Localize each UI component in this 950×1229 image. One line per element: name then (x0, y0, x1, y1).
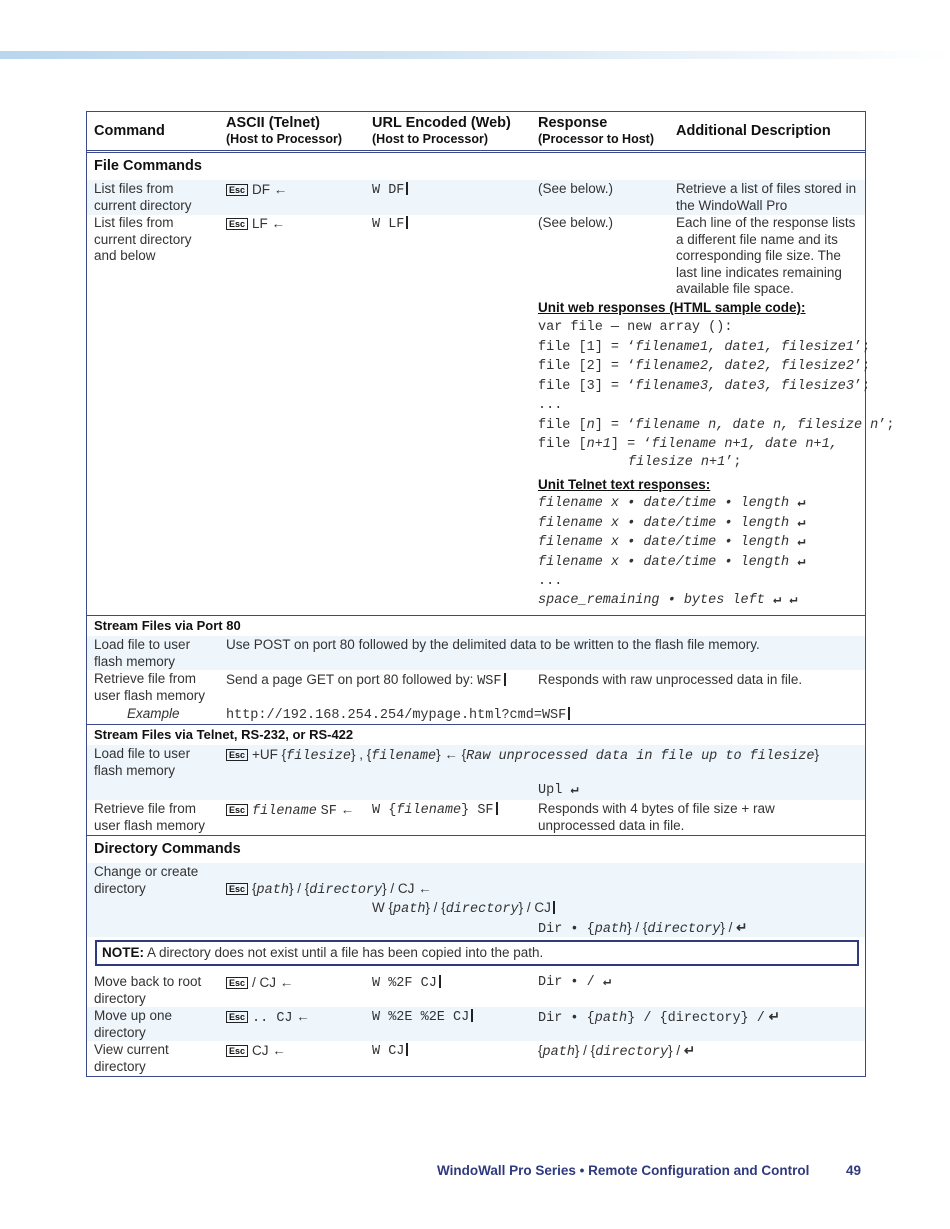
retrieve-port80-response: Responds with raw unprocessed data in file. (538, 672, 803, 687)
load-telnet-response: Upl ↵ (538, 783, 579, 798)
url-lf: W LF (372, 216, 408, 234)
esc-key-icon: Esc (226, 804, 248, 816)
retrieve-telnet-response: Responds with 4 bytes of file size + raw unprocessed data in file. (538, 801, 775, 833)
ascii-lf: Esc LF ← (226, 216, 285, 233)
url-df: W DF (372, 182, 408, 200)
cursor-icon (439, 975, 441, 988)
enter-icon: ↵ (602, 975, 611, 990)
desc-df: Retrieve a list of files stored in the WindoWall Pro (676, 181, 857, 213)
view-dir-ascii: Esc CJ ← (226, 1043, 286, 1060)
telnet-line-3: filename x • date/time • length ↵ (538, 535, 806, 550)
section-divider (87, 835, 865, 836)
footer-title: WindoWall Pro Series • Remote Configuration and Control (437, 1163, 810, 1178)
change-dir-url: W {path} / {directory} / CJ (372, 900, 555, 919)
cursor-icon (496, 802, 498, 815)
web-responses-title: Unit web responses (HTML sample code): (538, 300, 806, 315)
cmd-retrieve-port80: Retrieve file from user flash memory (94, 671, 206, 703)
up-dir-ascii: Esc .. CJ ← (226, 1009, 310, 1028)
load-telnet-ascii: Esc +UF {filesize} , {filename} ← {Raw unprocessed data in file up to filesize} (226, 747, 819, 766)
cmd-load-port80: Load file to user flash memory (94, 637, 191, 669)
change-dir-response: Dir • {path} / {directory} / ↵ (538, 920, 748, 937)
telnet-line-2: filename x • date/time • length ↵ (538, 516, 806, 531)
example-url: http://192.168.254.254/mypage.html?cmd=WSF (226, 707, 570, 725)
left-arrow-icon: ← (272, 1043, 286, 1058)
ascii-df: Esc DF ← (226, 182, 287, 199)
web-line-7: file [n+1] = ‘filename n+1, date n+1, (538, 437, 838, 452)
left-arrow-icon: ← (271, 216, 286, 231)
section-file-commands: File Commands (94, 158, 202, 174)
note-text: NOTE: A directory does not exist until a file has been copied into the path. (102, 945, 544, 960)
header-response: Response (Processor to Host) (538, 115, 654, 146)
cmd-retrieve-telnet: Retrieve file from user flash memory (94, 801, 206, 833)
cursor-icon (406, 182, 408, 195)
top-gradient-bar (0, 51, 950, 59)
web-line-2: file [1] = ‘filename1, date1, filesize1’; (538, 340, 871, 355)
telnet-line-4: filename x • date/time • length ↵ (538, 555, 806, 570)
section-stream-telnet: Stream Files via Telnet, RS-232, or RS-422 (94, 727, 354, 742)
cursor-icon (471, 1009, 473, 1022)
cmd-change-dir: Change or create directory (94, 864, 199, 896)
telnet-line-1: filename x • date/time • length ↵ (538, 496, 806, 511)
esc-key-icon: Esc (226, 218, 248, 230)
desc-lf: Each line of the response lists a different file name and its corresponding file size. The last line indicates remaining available file space. (676, 215, 856, 296)
left-arrow-icon: ← (444, 747, 458, 762)
retrieve-telnet-url: W {filename} SF (372, 802, 498, 820)
telnet-responses-title: Unit Telnet text responses: (538, 477, 711, 492)
web-line-1: var file — new array (): (538, 320, 733, 335)
enter-icon: ↵ (797, 535, 806, 550)
section-divider (87, 615, 865, 616)
left-arrow-icon: ← (418, 881, 432, 896)
telnet-dots: ... (538, 574, 563, 589)
cursor-icon (553, 901, 555, 914)
section-directory: Directory Commands (94, 841, 241, 857)
enter-icon: ↵ (683, 1043, 696, 1058)
esc-key-icon: Esc (226, 977, 248, 989)
esc-key-icon: Esc (226, 184, 248, 196)
esc-key-icon: Esc (226, 883, 248, 895)
cursor-icon (406, 216, 408, 229)
cmd-list-files-below: List files from current directory and below (94, 215, 192, 263)
left-arrow-icon: ← (273, 182, 288, 197)
enter-icon: ↵ (797, 555, 806, 570)
cmd-view-dir: View current directory (94, 1042, 169, 1074)
esc-key-icon: Esc (226, 749, 248, 761)
example-label: Example (127, 706, 180, 721)
cursor-icon (406, 1043, 408, 1056)
retrieve-port80-text: Send a page GET on port 80 followed by: WSF (226, 672, 506, 691)
enter-icon: ↵ (768, 1009, 780, 1024)
esc-key-icon: Esc (226, 1045, 248, 1057)
header-description: Additional Description (676, 123, 831, 139)
web-line-8: filesize n+1’; (628, 455, 742, 470)
enter-icon: ↵ (736, 920, 748, 935)
web-line-4: file [3] = ‘filename3, date3, filesize3’; (538, 379, 871, 394)
enter-icon: ↵ (797, 516, 806, 531)
left-arrow-icon: ← (279, 975, 294, 990)
cmd-list-files: List files from current directory (94, 181, 192, 213)
cmd-root-dir: Move back to root directory (94, 974, 202, 1006)
root-dir-ascii: Esc / CJ ← (226, 975, 293, 992)
section-stream-port80: Stream Files via Port 80 (94, 618, 241, 633)
view-dir-response: {path} / {directory} / ↵ (538, 1043, 696, 1060)
header-ascii: ASCII (Telnet) (Host to Processor) (226, 115, 342, 146)
root-dir-url: W %2F CJ (372, 975, 441, 993)
web-line-5: ... (538, 398, 563, 413)
enter-icon: ↵ (789, 593, 798, 608)
cmd-up-dir: Move up one directory (94, 1008, 173, 1040)
command-table (86, 111, 895, 1077)
page-number: 49 (846, 1163, 862, 1178)
up-dir-response: Dir • {path} / {directory} / ↵ (538, 1009, 780, 1026)
enter-icon: ↵ (570, 783, 579, 798)
cursor-icon (568, 707, 570, 720)
web-line-3: file [2] = ‘filename2, date2, filesize2’; (538, 359, 871, 374)
enter-icon: ↵ (797, 496, 806, 511)
cmd-load-telnet: Load file to user flash memory (94, 746, 191, 778)
header-url: URL Encoded (Web) (Host to Processor) (372, 115, 511, 146)
up-dir-url: W %2E %2E CJ (372, 1009, 473, 1027)
enter-icon: ↵ (772, 593, 782, 608)
cursor-icon (504, 673, 506, 686)
root-dir-response: Dir • / ↵ (538, 975, 611, 990)
view-dir-url: W CJ (372, 1043, 408, 1061)
note-box (95, 940, 859, 966)
response-df: (See below.) (538, 181, 614, 196)
header-command: Command (94, 123, 165, 139)
section-divider (87, 724, 865, 725)
telnet-last-line: space_remaining • bytes left ↵ ↵ (538, 593, 798, 608)
left-arrow-icon: ← (296, 1009, 310, 1024)
load-port80-text: Use POST on port 80 followed by the delimited data to be written to the flash file memory. (226, 637, 760, 652)
retrieve-telnet-ascii: Esc filename SF ← (226, 802, 354, 821)
left-arrow-icon: ← (340, 802, 355, 817)
web-line-6: file [n] = ‘filename n, date n, filesize n’; (538, 418, 895, 433)
response-lf: (See below.) (538, 215, 614, 230)
table-header (87, 112, 865, 153)
esc-key-icon: Esc (226, 1011, 248, 1023)
change-dir-ascii: Esc {path} / {directory} / CJ ← (226, 881, 432, 900)
